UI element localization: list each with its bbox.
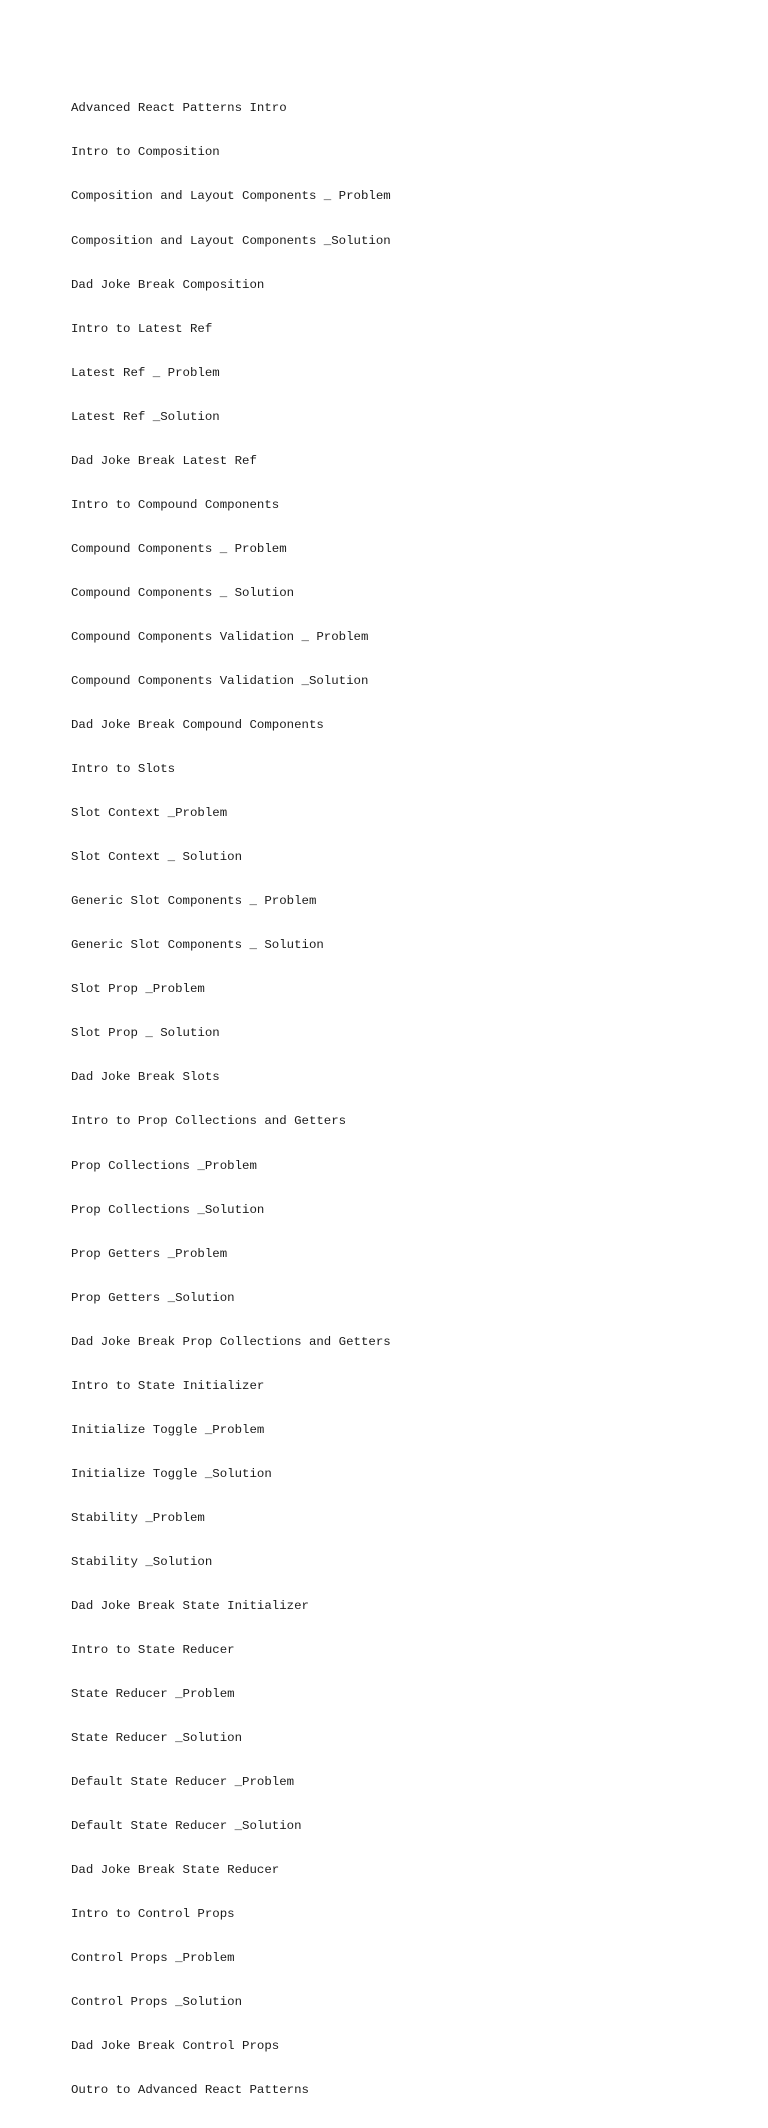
lesson-line: Dad Joke Break Latest Ref: [71, 453, 257, 468]
lesson-line: Prop Collections _Problem: [71, 1158, 257, 1173]
lesson-line: Control Props _Problem: [71, 1951, 235, 1966]
lesson-line: Dad Joke Break Composition: [71, 277, 265, 292]
lesson-line: Compound Components _ Solution: [71, 585, 295, 600]
lesson-list: [71, 72, 391, 2128]
lesson-line: Intro to Prop Collections and Getters: [71, 1114, 347, 1129]
lesson-line: Stability _Solution: [71, 1554, 213, 1569]
lesson-line: Slot Prop _Problem: [71, 982, 205, 997]
lesson-line: Dad Joke Break Slots: [71, 1070, 220, 1085]
lesson-line: Slot Context _ Solution: [71, 850, 243, 865]
lesson-line: Composition and Layout Components _Solution: [71, 233, 391, 248]
lesson-line: Dad Joke Break Compound Components: [71, 718, 324, 733]
lesson-line: Initialize Toggle _Solution: [71, 1466, 272, 1481]
lesson-line: Default State Reducer _Problem: [71, 1775, 295, 1790]
lesson-line: State Reducer _Problem: [71, 1687, 235, 1702]
lesson-line: Intro to Control Props: [71, 1907, 235, 1922]
lesson-line: Generic Slot Components _ Solution: [71, 938, 324, 953]
lesson-line: Initialize Toggle _Problem: [71, 1422, 265, 1437]
lesson-line: Intro to State Initializer: [71, 1378, 265, 1393]
lesson-line: Dad Joke Break State Reducer: [71, 1863, 280, 1878]
lesson-line: Slot Prop _ Solution: [71, 1026, 220, 1041]
lesson-line: Compound Components _ Problem: [71, 541, 287, 556]
lesson-line: Dad Joke Break Prop Collections and Getters: [71, 1334, 391, 1349]
lesson-line: Advanced React Patterns Intro: [71, 101, 287, 116]
lesson-line: Latest Ref _Solution: [71, 409, 220, 424]
lesson-line: Prop Getters _Problem: [71, 1246, 228, 1261]
lesson-line: State Reducer _Solution: [71, 1731, 243, 1746]
lesson-line: Compound Components Validation _ Problem: [71, 629, 369, 644]
lesson-line: Dad Joke Break Control Props: [71, 2039, 280, 2054]
lesson-line: Outro to Advanced React Patterns: [71, 2083, 309, 2098]
lesson-line: Intro to Composition: [71, 145, 220, 160]
lesson-line: Default State Reducer _Solution: [71, 1819, 302, 1834]
lesson-line: Intro to Compound Components: [71, 497, 280, 512]
lesson-line: Slot Context _Problem: [71, 806, 228, 821]
lesson-line: Stability _Problem: [71, 1510, 205, 1525]
lesson-line: Intro to State Reducer: [71, 1643, 235, 1658]
lesson-line: Prop Getters _Solution: [71, 1290, 235, 1305]
lesson-line: Prop Collections _Solution: [71, 1202, 265, 1217]
lesson-line: Generic Slot Components _ Problem: [71, 894, 317, 909]
lesson-line: Intro to Slots: [71, 762, 176, 777]
lesson-line: Intro to Latest Ref: [71, 321, 213, 336]
lesson-line: Latest Ref _ Problem: [71, 365, 220, 380]
lesson-line: Composition and Layout Components _ Problem: [71, 189, 391, 204]
lesson-line: Dad Joke Break State Initializer: [71, 1598, 309, 1613]
lesson-line: Compound Components Validation _Solution: [71, 673, 369, 688]
lesson-line: Control Props _Solution: [71, 1995, 243, 2010]
